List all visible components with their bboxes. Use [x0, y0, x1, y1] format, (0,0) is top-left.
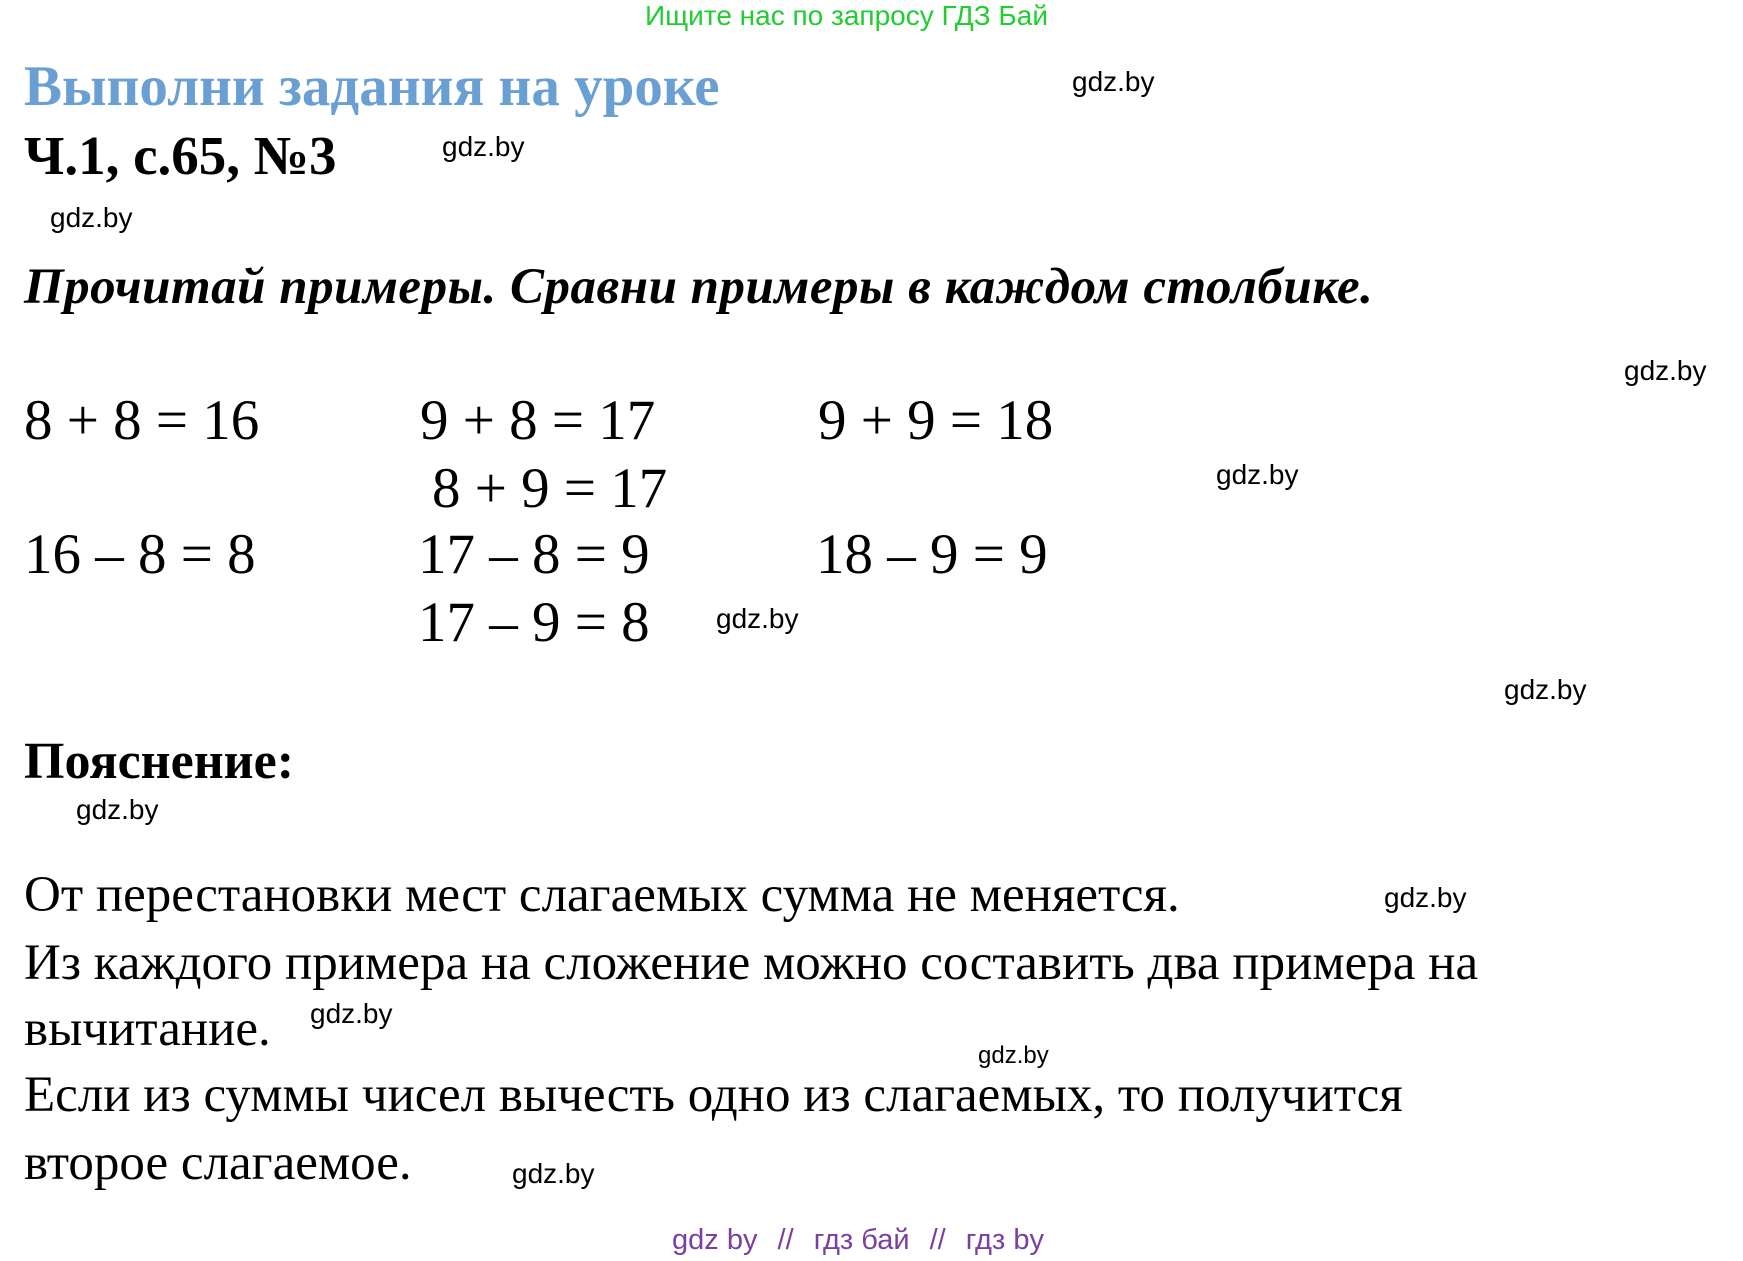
watermark: gdz.by [76, 794, 159, 825]
equation: 9 + 8 = 17 [420, 389, 656, 452]
equation: 17 – 8 = 9 [418, 523, 650, 586]
task-instruction: Прочитай примеры. Сравни примеры в каждом столбике. [24, 259, 1374, 315]
watermark: gdz.by [50, 202, 133, 233]
watermark: gdz.by [716, 603, 799, 634]
footer-separator: // [777, 1224, 794, 1256]
exercise-reference: Ч.1, с.65, №3 [24, 125, 337, 186]
equation: 18 – 9 = 9 [816, 523, 1048, 586]
watermark: gdz.by [978, 1042, 1049, 1069]
explanation-line: вычитание. [24, 1001, 271, 1057]
explanation-line: Если из суммы чисел вычесть одно из слагаемых, то получится [24, 1067, 1403, 1123]
equation: 16 – 8 = 8 [24, 523, 256, 586]
footer-separator: // [929, 1224, 946, 1256]
footer-link-gdz-bai[interactable]: гдз бай [813, 1224, 910, 1256]
explanation-line: Из каждого примера на сложение можно составить два примера на [24, 935, 1479, 991]
watermark: gdz.by [1072, 66, 1155, 97]
equation: 9 + 9 = 18 [818, 389, 1054, 452]
watermark: gdz.by [310, 998, 393, 1029]
equation: 8 + 9 = 17 [432, 457, 668, 520]
footer-link-gdz-by[interactable]: gdz by [672, 1224, 758, 1256]
watermark: gdz.by [512, 1158, 595, 1189]
top-banner: Ищите нас по запросу ГДЗ Бай [645, 0, 1049, 31]
footer-links [672, 1226, 1044, 1255]
explanation-line: второе слагаемое. [24, 1135, 412, 1191]
equation: 8 + 8 = 16 [24, 389, 260, 452]
watermark: gdz.by [1504, 674, 1587, 705]
explanation-line: От перестановки мест слагаемых сумма не меняется. [24, 867, 1180, 923]
explanation-heading: Пояснение: [24, 733, 295, 790]
watermark: gdz.by [1624, 355, 1707, 386]
equation: 17 – 9 = 8 [418, 591, 650, 654]
page-title: Выполни задания на уроке [24, 55, 720, 118]
footer-link-gdz-by-2[interactable]: гдз by [965, 1224, 1044, 1256]
watermark: gdz.by [442, 131, 525, 162]
watermark: gdz.by [1216, 459, 1299, 490]
watermark: gdz.by [1384, 882, 1467, 913]
